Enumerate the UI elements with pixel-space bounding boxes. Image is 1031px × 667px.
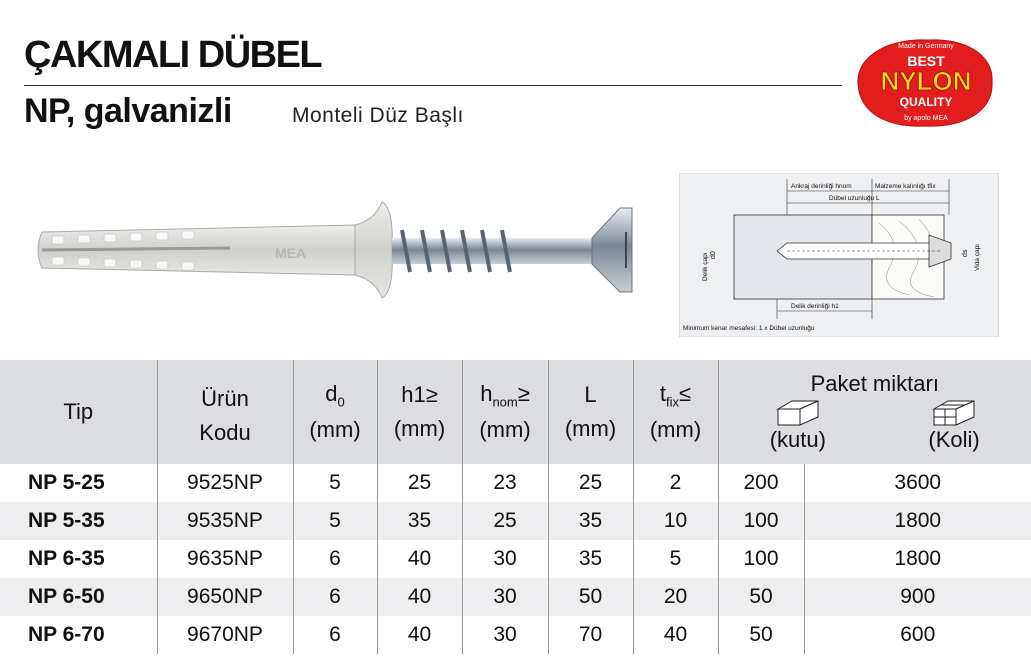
d0-header: $d_0$ <box>325 380 345 410</box>
h1-unit: (mm) <box>393 416 446 441</box>
diagram-label-d0: d0 <box>710 251 717 259</box>
box-icon <box>774 397 822 427</box>
cell-h1: 40 <box>377 616 462 654</box>
cell-koli: 900 <box>804 578 1031 616</box>
urun-header-line2: Kodu <box>199 420 251 445</box>
cell-d0: 5 <box>293 464 377 502</box>
cell-tfix: 10 <box>633 502 718 540</box>
tip-header: Tip <box>63 399 94 424</box>
column-header-tfix <box>633 360 718 464</box>
cell-tfix: 5 <box>633 540 718 578</box>
cell-hnom: 23 <box>462 464 548 502</box>
paket-header: Paket miktarı <box>810 371 939 396</box>
diagram-label-hole-depth: Delik derinliği h1 <box>791 303 839 310</box>
badge-line1: BEST <box>907 53 945 69</box>
spec-table-body <box>0 464 1031 654</box>
column-header-L <box>548 360 633 464</box>
nail-dowel-product-image <box>30 180 650 310</box>
column-header-hnom <box>462 360 548 464</box>
kutu-header: (kutu) <box>769 427 826 452</box>
cell-L: 50 <box>548 578 633 616</box>
cell-hnom: 30 <box>462 578 548 616</box>
cell-koli: 600 <box>804 616 1031 654</box>
cell-koli: 3600 <box>804 464 1031 502</box>
installation-diagram <box>679 173 999 337</box>
column-header-h1 <box>377 360 462 464</box>
d0-unit: (mm) <box>309 417 361 443</box>
cell-d0: 6 <box>293 616 377 654</box>
diagram-footnote: Minimum kenar mesafesi: 1 x Dübel uzunluğu <box>683 325 815 332</box>
hnom-unit: (mm) <box>479 417 531 443</box>
diagram-label-hole-diameter: Delik çapı <box>702 252 709 281</box>
h1-header: h1≥ <box>401 382 438 407</box>
diagram-label-tfix: Malzeme kalınlığı tfix <box>875 183 936 190</box>
cell-d0: 6 <box>293 578 377 616</box>
cell-tfix: 2 <box>633 464 718 502</box>
cell-koli: 1800 <box>804 540 1031 578</box>
cell-hnom: 30 <box>462 540 548 578</box>
cell-tfix: 40 <box>633 616 718 654</box>
urun-header-line1: Ürün <box>201 386 249 411</box>
cell-tip: NP 5-25 <box>28 471 105 494</box>
tfix-unit: (mm) <box>649 417 702 443</box>
badge-line2: NYLON <box>880 66 972 96</box>
cell-kutu: 100 <box>718 540 804 578</box>
best-nylon-quality-badge <box>852 32 998 132</box>
title-divider <box>24 85 842 86</box>
table-row <box>0 616 1031 654</box>
cell-L: 25 <box>548 464 633 502</box>
diagram-label-hnom: Ankraj derinliği hnom <box>791 183 852 190</box>
product-variant: Monteli Düz Başlı <box>292 104 464 127</box>
table-row <box>0 464 1031 502</box>
cell-kutu: 50 <box>718 578 804 616</box>
tfix-header: $t_{fix}\le$ <box>659 380 692 410</box>
L-header: L <box>584 382 597 407</box>
diagram-label-ds: ds <box>962 249 969 257</box>
cell-kod: 9525NP <box>157 464 293 502</box>
cell-h1: 35 <box>377 502 462 540</box>
cell-hnom: 30 <box>462 616 548 654</box>
badge-bottom-text: by apolo MEA <box>904 115 948 122</box>
cell-kutu: 100 <box>718 502 804 540</box>
cell-L: 35 <box>548 502 633 540</box>
cell-tfix: 20 <box>633 578 718 616</box>
badge-line3: QUALITY <box>899 95 953 109</box>
cell-h1: 40 <box>377 578 462 616</box>
badge-top-text: Made in Germany <box>898 43 954 50</box>
cell-hnom: 25 <box>462 502 548 540</box>
cell-tip: NP 6-35 <box>28 547 105 570</box>
table-row <box>0 502 1031 540</box>
cell-kod: 9650NP <box>157 578 293 616</box>
table-row <box>0 540 1031 578</box>
cell-koli: 1800 <box>804 502 1031 540</box>
column-header-d0 <box>293 360 377 464</box>
hnom-header: $h_{nom}\ge$ <box>480 380 530 410</box>
cell-h1: 40 <box>377 540 462 578</box>
column-header-urun-kodu <box>157 360 293 464</box>
cell-kod: 9670NP <box>157 616 293 654</box>
product-spec-table <box>0 360 1031 654</box>
cell-d0: 6 <box>293 540 377 578</box>
cell-h1: 25 <box>377 464 462 502</box>
diagram-label-length: Dübel uzunluğu L <box>829 195 880 202</box>
table-row <box>0 578 1031 616</box>
cell-d0: 5 <box>293 502 377 540</box>
cell-tip: NP 6-70 <box>28 623 105 646</box>
cell-kod: 9635NP <box>157 540 293 578</box>
cell-tip: NP 6-50 <box>0 578 157 616</box>
carton-icon <box>930 397 978 427</box>
product-subtitle: NP, galvanizli <box>24 92 232 130</box>
cell-kutu: 50 <box>718 616 804 654</box>
koli-header: (Koli) <box>928 427 980 452</box>
column-header-paket <box>718 360 1031 464</box>
column-header-tip <box>0 360 157 464</box>
cell-L: 35 <box>548 540 633 578</box>
diagram-label-screw-diameter: Vida çapı <box>974 244 981 271</box>
dowel-brand-mark: MEA <box>275 245 307 261</box>
cell-kutu: 200 <box>718 464 804 502</box>
cell-tip: NP 5-35 <box>0 502 157 540</box>
cell-kod: 9535NP <box>157 502 293 540</box>
page-title: ÇAKMALI DÜBEL <box>24 34 322 76</box>
L-unit: (mm) <box>564 416 617 441</box>
cell-L: 70 <box>548 616 633 654</box>
